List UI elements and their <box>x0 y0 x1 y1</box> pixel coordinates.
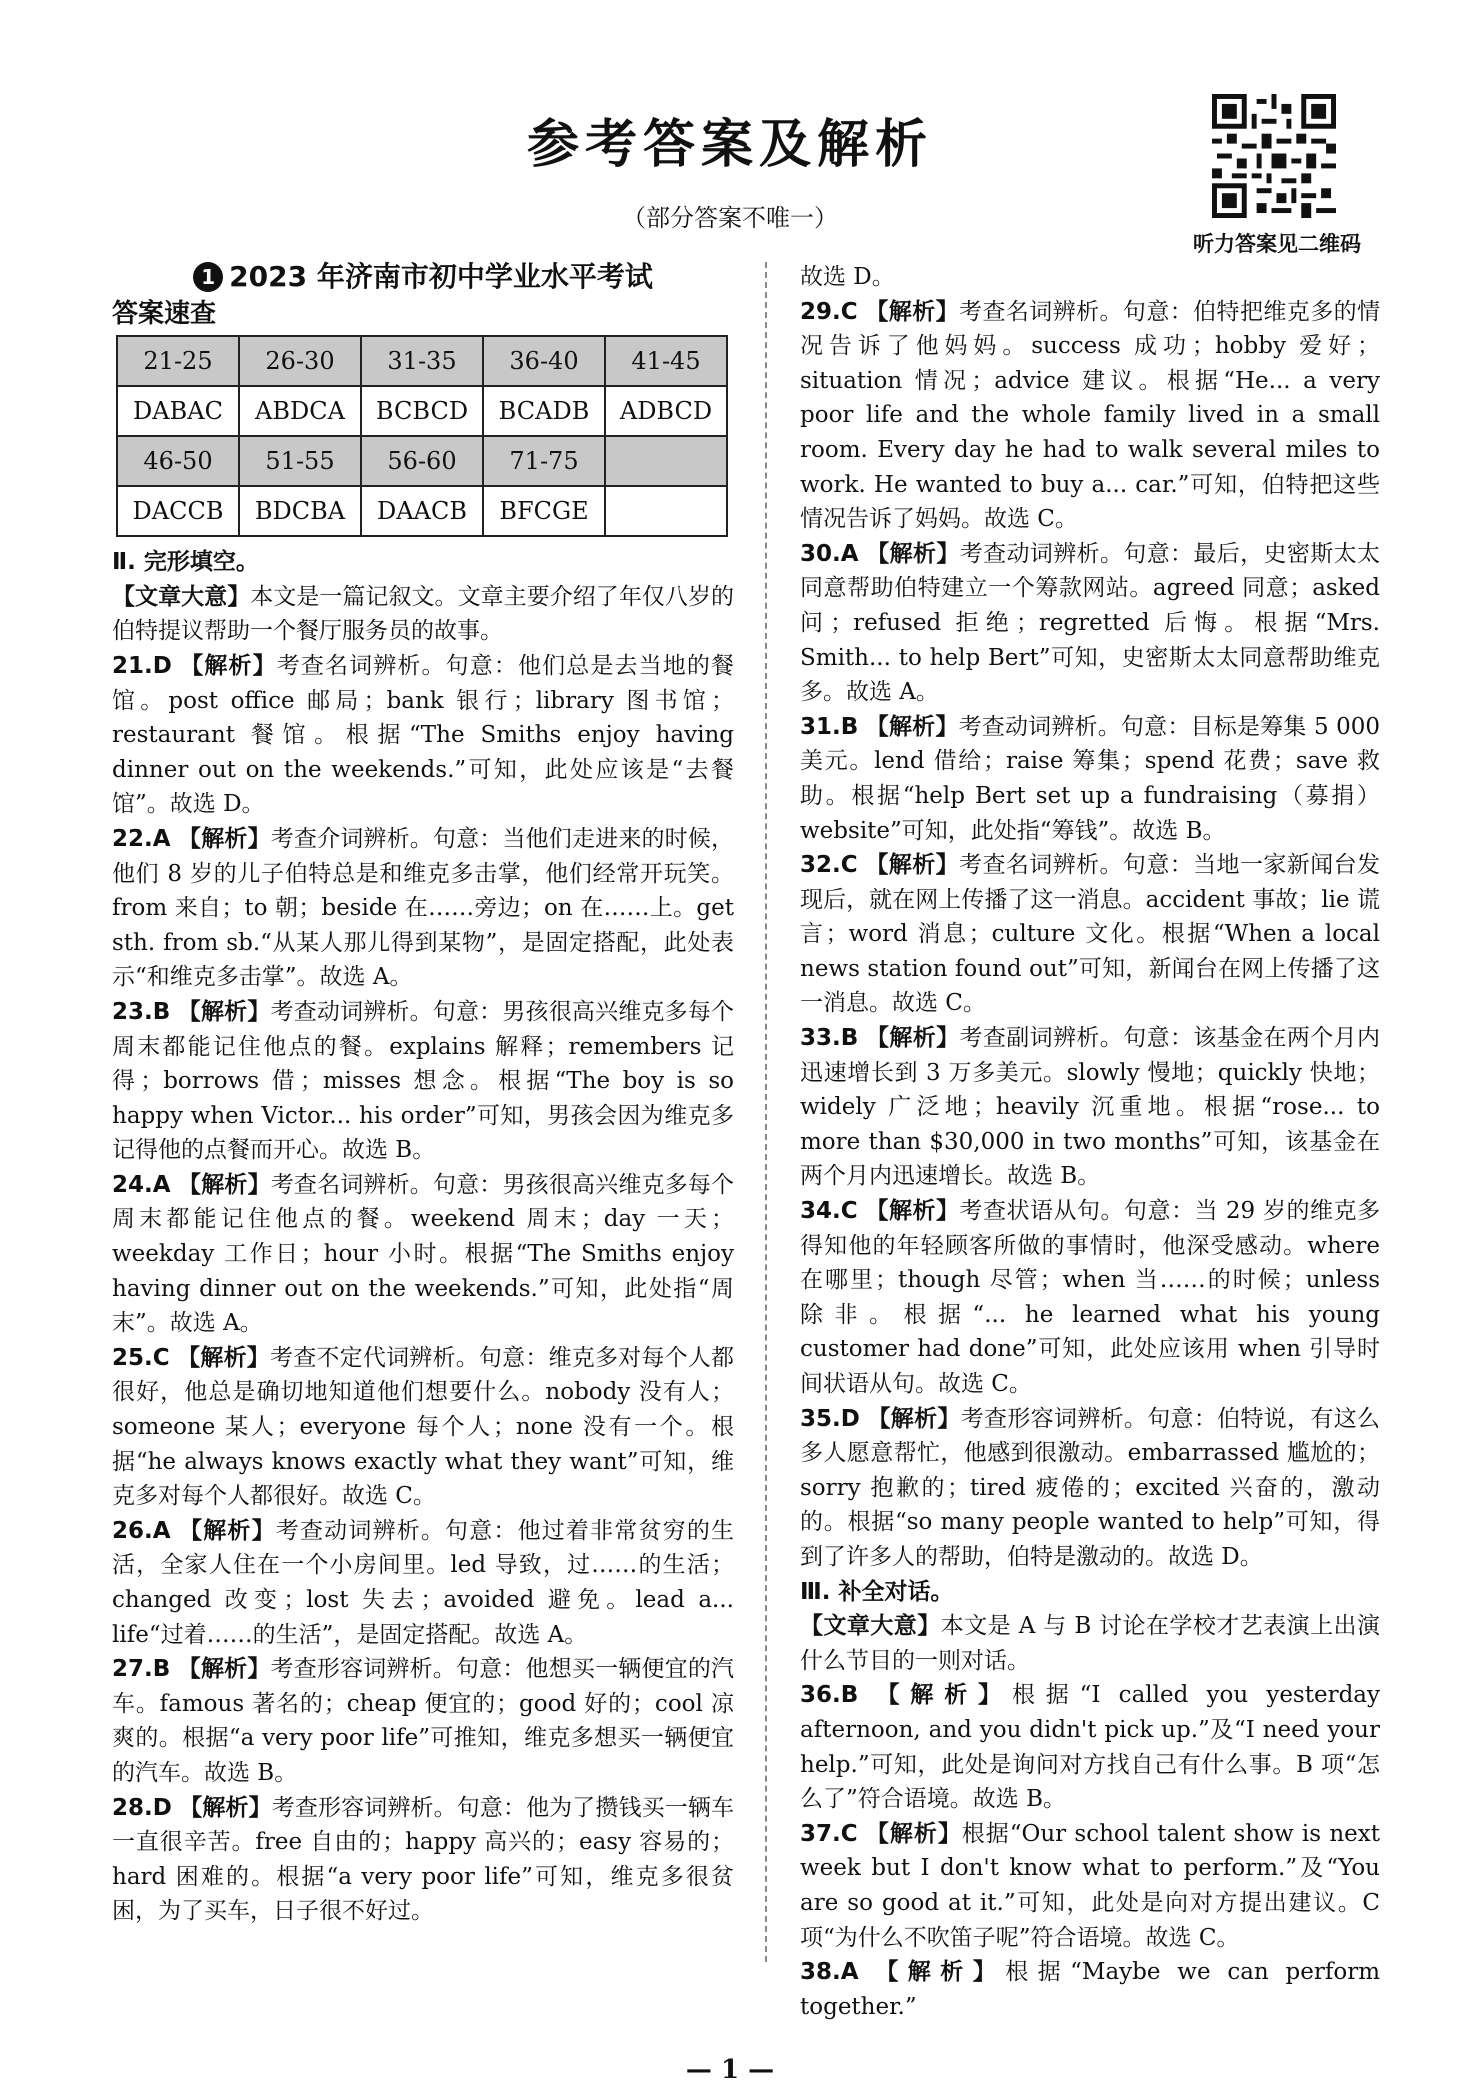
item-tag: 【解析】 <box>179 1517 276 1544</box>
item-number: 36. <box>800 1682 841 1709</box>
column-divider <box>765 262 767 1962</box>
item-tag: 【解析】 <box>875 1959 1006 1986</box>
page-title: 参考答案及解析 <box>526 115 933 175</box>
item-text: 考查形容词辨析。句意：他为了攒钱买一辆车一直很辛苦。free 自由的；happy 高兴的；easy 容易的；hard 困难的。根据“a very poor life”可知，维克多很贫困，为了买车，日子很不好过。 <box>112 1794 735 1925</box>
item-answer: B <box>152 1656 171 1683</box>
item-answer: B <box>840 1025 859 1052</box>
item-tag: 【解析】 <box>177 1344 271 1371</box>
table-cell: 56-60 <box>361 436 483 486</box>
item-number: 22. <box>112 825 153 852</box>
answer-item <box>800 1402 1380 1575</box>
item-text: 考查动词辨析。句意：他过着非常贫穷的生活，全家人住在一个小房间里。led 导致，过……的生活；changed 改变；lost 失去；avoided 避免。lead a... life“过着……的生活”，是固定搭配。故选 A。 <box>112 1517 735 1648</box>
exam-title <box>112 260 734 295</box>
item-text: 考查动词辨析。句意：男孩很高兴维克多每个周末都能记住他点的餐。explains 解释；remembers 记得；borrows 借；misses 想念。根据“The boy is so happy when Victor... his order”可知，男孩会因为维克多记得他的点餐而开心。故选 B。 <box>112 998 735 1164</box>
answer-item <box>112 1341 734 1514</box>
table-cell: 26-30 <box>239 336 361 386</box>
item-answer: C <box>840 1198 858 1225</box>
article-summary <box>800 1609 1380 1678</box>
item-number: 25. <box>112 1344 153 1371</box>
table-cell <box>605 436 727 486</box>
left-column <box>112 260 734 1929</box>
answer-item <box>800 1194 1380 1402</box>
item-number: 35. <box>800 1405 841 1432</box>
item-tag: 【解析】 <box>180 652 277 679</box>
answer-item <box>800 1021 1380 1194</box>
table-row <box>117 436 727 486</box>
item-answer: D <box>152 652 172 679</box>
item-tag: 【解析】 <box>177 1656 271 1683</box>
item-number: 26. <box>112 1517 153 1544</box>
table-cell: BDCBA <box>239 486 361 536</box>
item-text: 考查动词辨析。句意：目标是筹集 5 000 美元。lend 借给；raise 筹集；spend 花费；save 救助。根据“help Bert set up a fundraising（募捐）website”可知，此处指“筹钱”。故选 B。 <box>800 713 1381 844</box>
table-row <box>117 486 727 536</box>
qr-code-icon[interactable] <box>1212 94 1336 218</box>
answer-item <box>800 710 1380 848</box>
item-answer: C <box>840 298 858 325</box>
item-tag: 【解析】 <box>866 540 960 567</box>
item-text: 根据“Our school talent show is next week but I don't know what to perform.”及“You are so good at it.”可知，此处是向对方提出建议。C 项“为什么不吹笛子呢”符合语境。故选 C。 <box>800 1820 1381 1951</box>
table-cell: ABDCA <box>239 386 361 436</box>
quick-answer-label: 答案速查 <box>112 298 217 329</box>
summary-tag: 【文章大意】 <box>800 1613 941 1640</box>
item-number: 29. <box>800 298 841 325</box>
answer-item <box>112 1791 734 1929</box>
item-answer: A <box>152 1517 171 1544</box>
answer-table <box>116 335 728 537</box>
table-cell: 71-75 <box>483 436 605 486</box>
item-answer: A <box>840 1959 859 1986</box>
item-tag: 【解析】 <box>865 1025 960 1052</box>
item-number: 27. <box>112 1656 153 1683</box>
answer-item <box>112 1168 734 1341</box>
item-number: 38. <box>800 1959 841 1986</box>
answer-item <box>112 1514 734 1652</box>
item-number: 37. <box>800 1820 841 1847</box>
answer-item <box>800 537 1380 710</box>
item-tag: 【解析】 <box>865 1198 960 1225</box>
qr-note: 听力答案见二维码 <box>1193 232 1361 256</box>
table-cell: 41-45 <box>605 336 727 386</box>
table-cell: 31-35 <box>361 336 483 386</box>
table-cell: DABAC <box>117 386 239 436</box>
item-text: 考查形容词辨析。句意：他想买一辆便宜的汽车。famous 著名的；cheap 便宜的；good 好的；cool 凉爽的。根据“a very poor life”可推知，维克多想买一辆便宜的汽车。故选 B。 <box>112 1656 735 1786</box>
item-tag: 【解析】 <box>178 1171 271 1198</box>
item-text: 根据“Maybe we can perform together.” <box>800 1959 1381 2020</box>
item-tag: 【解析】 <box>178 825 271 852</box>
table-row <box>117 386 727 436</box>
item-answer: C <box>840 852 858 879</box>
table-cell: DAACB <box>361 486 483 536</box>
right-column <box>800 260 1380 2024</box>
item-number: 32. <box>800 852 841 879</box>
answer-item <box>800 848 1380 1021</box>
answer-item <box>800 1678 1380 1816</box>
item-answer: B <box>840 713 859 740</box>
page-subtitle: （部分答案不唯一） <box>622 204 838 232</box>
item-text: 考查名词辨析。句意：伯特把维克多的情况告诉了他妈妈。success 成功；hobby 爱好；situation 情况；advice 建议。根据“He... a very poor life and the whole family lived in a small room. Every day he had to walk several miles to work. He wanted to buy a... car.”可知，伯特把这些情况告诉了妈妈。故选 C。 <box>800 298 1381 533</box>
item-number: 34. <box>800 1198 841 1225</box>
item-text: 考查名词辨析。句意：男孩很高兴维克多每个周末都能记住他点的餐。weekend 周末；day 一天；weekday 工作日；hour 小时。根据“The Smiths enjoy having dinner out on the weekends.”可知，此处指“周末”。故选 A。 <box>112 1171 734 1337</box>
answer-item <box>800 1817 1380 1955</box>
answer-item <box>112 1652 734 1790</box>
item-number: 24. <box>112 1171 153 1198</box>
table-cell: BCADB <box>483 386 605 436</box>
summary-text: 本文是一篇记叙文。文章主要介绍了年仅八岁的伯特提议帮助一个餐厅服务员的故事。 <box>112 583 735 645</box>
answer-item <box>800 295 1380 537</box>
table-cell: BCBCD <box>361 386 483 436</box>
table-cell: DACCB <box>117 486 239 536</box>
answer-item <box>112 995 734 1168</box>
item-tag: 【解析】 <box>177 998 271 1025</box>
item-number: 33. <box>800 1025 841 1052</box>
item-answer: A <box>152 825 171 852</box>
item-number: 21. <box>112 652 153 679</box>
table-row <box>117 336 727 386</box>
item-tag: 【解析】 <box>865 852 960 879</box>
table-cell: 36-40 <box>483 336 605 386</box>
summary-tag: 【文章大意】 <box>112 583 251 610</box>
item-tag: 【解析】 <box>865 298 960 325</box>
item-tag: 【解析】 <box>865 1820 962 1847</box>
item-number: 30. <box>800 540 841 567</box>
item-answer: B <box>840 1682 859 1709</box>
section-heading-cloze: Ⅱ. 完形填空。 <box>112 549 259 576</box>
item-text: 考查名词辨析。句意：他们总是去当地的餐馆。post office 邮局；bank 银行；library 图书馆；restaurant 餐馆。根据“The Smiths enjoy having dinner out on the weekends.”可知，此处应该是“去餐馆”。故选 D。 <box>112 652 735 818</box>
item-answer: A <box>152 1171 171 1198</box>
item-answer: C <box>840 1820 858 1847</box>
item-text: 考查动词辨析。句意：最后，史密斯太太同意帮助伯特建立一个筹款网站。agreed 同意；asked 问；refused 拒绝；regretted 后悔。根据“Mrs. Smith... to help Bert”可知，史密斯太太同意帮助维克多。故选 A。 <box>800 540 1381 706</box>
answer-item <box>112 649 734 822</box>
table-cell: 51-55 <box>239 436 361 486</box>
exam-title-text: 2023 年济南市初中学业水平考试 <box>229 260 653 293</box>
summary-text: 本文是 A 与 B 讨论在学校才艺表演上出演什么节目的一则对话。 <box>800 1613 1380 1674</box>
item-tag: 【解析】 <box>865 713 959 740</box>
exam-number-badge: 1 <box>193 262 223 292</box>
item-text: 根据“I called you yesterday afternoon, and you didn't pick up.”及“I need your help.”可知，此处是询问对方找自己有什么事。B 项“怎么了”符合语境。故选 B。 <box>800 1682 1381 1813</box>
table-cell: BFCGE <box>483 486 605 536</box>
item-number: 28. <box>112 1794 153 1821</box>
item-number: 23. <box>112 998 153 1025</box>
page-number: — 1 — <box>685 2055 775 2085</box>
item-text: 考查状语从句。句意：当 29 岁的维克多得知他的年轻顾客所做的事情时，他深受感动。where 在哪里；though 尽管；when 当……的时候；unless 除非。根据“... he learned what his young customer had done”可知，此处应该用 when 引导时间状语从句。故选 C。 <box>800 1198 1381 1397</box>
answer-item <box>112 822 734 995</box>
table-cell: 21-25 <box>117 336 239 386</box>
item-tag: 【解析】 <box>179 1794 272 1821</box>
item-answer: C <box>152 1344 170 1371</box>
item-answer: B <box>152 998 171 1025</box>
item-text: 考查副词辨析。句意：该基金在两个月内迅速增长到 3 万多美元。slowly 慢地；quickly 快地；widely 广泛地；heavily 沉重地。根据“rose... to more than $30,000 in two months”可知，该基金在两个月内迅速增长。故选 B。 <box>800 1025 1381 1190</box>
section-heading-dialogue: Ⅲ. 补全对话。 <box>800 1578 954 1605</box>
item-tag: 【解析】 <box>876 1682 1012 1709</box>
item-answer: D <box>152 1794 172 1821</box>
item-tag: 【解析】 <box>867 1405 961 1432</box>
table-cell: ADBCD <box>605 386 727 436</box>
table-cell: 46-50 <box>117 436 239 486</box>
item-text: 考查名词辨析。句意：当地一家新闻台发现后，就在网上传播了这一消息。accident 事故；lie 谎言；word 消息；culture 文化。根据“When a local news station found out”可知，新闻台在网上传播了这一消息。故选 C。 <box>800 852 1381 1017</box>
item-number: 31. <box>800 713 841 740</box>
item-answer: D <box>840 1405 860 1432</box>
article-summary <box>112 580 734 649</box>
continued-text: 故选 D。 <box>800 264 895 290</box>
item-answer: A <box>840 540 859 567</box>
item-text: 考查介词辨析。句意：当他们走进来的时候，他们 8 岁的儿子伯特总是和维克多击掌，他们经常开玩笑。from 来自；to 朝；beside 在……旁边；on 在……上。get sth. from sb.“从某人那儿得到某物”，是固定搭配，此处表示“和维克多击掌”。故选 A。 <box>112 825 734 991</box>
item-text: 考查不定代词辨析。句意：维克多对每个人都很好，他总是确切地知道他们想要什么。nobody 没有人；someone 某人；everyone 每个人；none 没有一个。根据“he always knows exactly what they want”可知，维克多对每个人都很好。故选 C。 <box>112 1344 735 1510</box>
answer-item <box>800 1955 1380 2024</box>
item-text: 考查形容词辨析。句意：伯特说，有这么多人愿意帮忙，他感到很激动。embarrassed 尴尬的；sorry 抱歉的；tired 疲倦的；excited 兴奋的，激动的。根据“so many people wanted to help”可知，得到了许多人的帮助，伯特是激动的。故选 D。 <box>800 1405 1381 1570</box>
table-cell <box>605 486 727 536</box>
